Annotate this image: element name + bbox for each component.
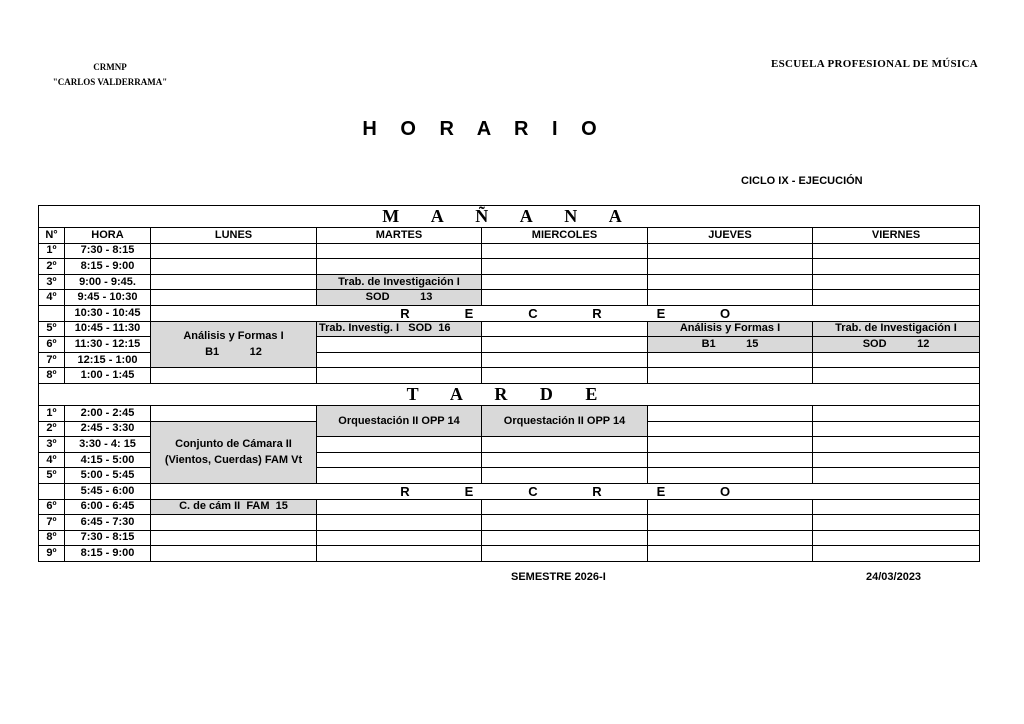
cycle-label: CICLO IX - EJECUCIÓN: [741, 175, 863, 187]
break-letter: R: [400, 483, 410, 499]
period-time: 12:15 - 1:00: [65, 352, 151, 368]
break-letter: E: [656, 483, 666, 499]
break-letter: R: [592, 305, 602, 321]
break-letter: C: [528, 483, 538, 499]
period-time: 10:45 - 11:30: [65, 321, 151, 337]
cell-empty: [482, 290, 648, 306]
cell-empty: [482, 546, 648, 562]
period-number: 2º: [39, 259, 65, 275]
class-cell-jueves-analisis-room: B1 15: [648, 337, 813, 353]
period-time: 9:45 - 10:30: [65, 290, 151, 306]
cell-empty: [151, 259, 317, 275]
cell-empty: [482, 274, 648, 290]
cell-empty: [813, 259, 980, 275]
cell-empty: [482, 368, 648, 384]
period-number: 7º: [39, 515, 65, 531]
period-number: [39, 305, 65, 321]
cell-empty: [317, 452, 482, 468]
break-letter: E: [464, 483, 474, 499]
morning-label: M A Ñ A N A: [39, 206, 980, 228]
period-number: [39, 483, 65, 499]
class-cell-lunes-analisis: [151, 321, 317, 368]
period-number: 1º: [39, 243, 65, 259]
cell-empty: [648, 530, 813, 546]
cell-empty: [317, 243, 482, 259]
cell-empty: [813, 499, 980, 515]
period-time: 8:15 - 9:00: [65, 259, 151, 275]
col-header-miercoles: MIERCOLES: [482, 228, 648, 244]
period-number: 6º: [39, 337, 65, 353]
cell-empty: [813, 437, 980, 453]
cell-empty: [482, 352, 648, 368]
cell-empty: [482, 468, 648, 484]
schedule-table: [38, 205, 980, 562]
cell-empty: [317, 259, 482, 275]
class-cell-viernes-tinv: Trab. de Investigación I: [813, 321, 980, 337]
class-room: B1 12: [205, 346, 262, 359]
cell-empty: [648, 437, 813, 453]
table-row: [39, 499, 980, 515]
table-row: [39, 274, 980, 290]
cell-empty: [813, 290, 980, 306]
break-letter: E: [656, 305, 666, 321]
period-time: 11:30 - 12:15: [65, 337, 151, 353]
period-time: 9:00 - 9:45.: [65, 274, 151, 290]
school-name: ESCUELA PROFESIONAL DE MÚSICA: [770, 58, 978, 70]
cell-empty: [482, 243, 648, 259]
cell-empty: [482, 337, 648, 353]
period-time: 10:30 - 10:45: [65, 305, 151, 321]
cell-empty: [317, 499, 482, 515]
class-cell-lunes-cdecam: C. de cám II FAM 15: [151, 499, 317, 515]
cell-empty: [813, 421, 980, 437]
class-cell-jueves-analisis: Análisis y Formas I: [648, 321, 813, 337]
cell-empty: [648, 259, 813, 275]
break-letter: R: [592, 483, 602, 499]
period-number: 2º: [39, 421, 65, 437]
class-name: Análisis y Formas I: [183, 330, 284, 343]
cell-empty: [648, 274, 813, 290]
period-number: 4º: [39, 452, 65, 468]
period-number: 8º: [39, 530, 65, 546]
period-time: 1:00 - 1:45: [65, 368, 151, 384]
semester-label: SEMESTRE 2026-I: [511, 571, 606, 583]
break-letter: C: [528, 305, 538, 321]
period-time: 6:45 - 7:30: [65, 515, 151, 531]
cell-empty: [813, 368, 980, 384]
cell-empty: [648, 515, 813, 531]
cell-empty: [813, 274, 980, 290]
cell-empty: [648, 546, 813, 562]
cell-empty: [317, 437, 482, 453]
cell-empty: [813, 243, 980, 259]
table-row: [39, 259, 980, 275]
class-cell-martes-tinv2: Trab. Investig. I SOD 16: [317, 321, 482, 337]
cell-empty: [648, 290, 813, 306]
cell-empty: [151, 274, 317, 290]
period-time: 4:15 - 5:00: [65, 452, 151, 468]
cell-empty: [151, 546, 317, 562]
table-row: [39, 368, 980, 384]
cell-empty: [482, 515, 648, 531]
cell-empty: [151, 368, 317, 384]
col-header-lunes: LUNES: [151, 228, 317, 244]
period-number: 1º: [39, 405, 65, 421]
cell-empty: [648, 499, 813, 515]
cell-empty: [482, 452, 648, 468]
afternoon-section-header: [39, 383, 980, 405]
cell-empty: [151, 515, 317, 531]
cell-empty: [813, 405, 980, 421]
table-row: [39, 530, 980, 546]
cell-empty: [151, 290, 317, 306]
cell-empty: [648, 421, 813, 437]
cell-empty: [813, 530, 980, 546]
class-cell-martes-tinv: Trab. de Investigación I: [317, 274, 482, 290]
cell-empty: [482, 437, 648, 453]
period-number: 5º: [39, 468, 65, 484]
col-header-hora: HORA: [65, 228, 151, 244]
cell-empty: [648, 352, 813, 368]
col-header-viernes: VIERNES: [813, 228, 980, 244]
col-header-n: N°: [39, 228, 65, 244]
cell-empty: [482, 499, 648, 515]
period-time: 7:30 - 8:15: [65, 530, 151, 546]
class-cell-martes-tinv-room: SOD 13: [317, 290, 482, 306]
cell-empty: [813, 546, 980, 562]
period-time: 2:00 - 2:45: [65, 405, 151, 421]
cell-empty: [813, 468, 980, 484]
cell-empty: [648, 243, 813, 259]
period-number: 7º: [39, 352, 65, 368]
cell-empty: [317, 546, 482, 562]
cell-empty: [482, 530, 648, 546]
period-time: 3:30 - 4: 15: [65, 437, 151, 453]
class-cell-viernes-tinv-room: SOD 12: [813, 337, 980, 353]
period-number: 9º: [39, 546, 65, 562]
morning-section-header: [39, 206, 980, 228]
period-time: 2:45 - 3:30: [65, 421, 151, 437]
period-time: 7:30 - 8:15: [65, 243, 151, 259]
period-number: 3º: [39, 437, 65, 453]
period-number: 8º: [39, 368, 65, 384]
cell-empty: [151, 243, 317, 259]
institution-abbr: CRMNP: [93, 62, 127, 72]
cell-empty: [813, 352, 980, 368]
table-row: [39, 321, 980, 337]
column-header-row: [39, 228, 980, 244]
period-time: 5:00 - 5:45: [65, 468, 151, 484]
institution-name: "CARLOS VALDERRAMA": [52, 77, 168, 87]
break-label: [151, 305, 980, 321]
table-row: [39, 405, 980, 421]
class-cell-miercoles-orquestacion: Orquestación II OPP 14: [482, 405, 648, 436]
institution-block: [40, 60, 180, 90]
cell-empty: [151, 405, 317, 421]
period-number: 6º: [39, 499, 65, 515]
period-time: 8:15 - 9:00: [65, 546, 151, 562]
cell-empty: [648, 452, 813, 468]
period-number: 3º: [39, 274, 65, 290]
break-letter: O: [719, 483, 731, 499]
break-label: [151, 483, 980, 499]
cell-empty: [648, 405, 813, 421]
break-letter: E: [464, 305, 474, 321]
break-letter: R: [400, 305, 410, 321]
cell-empty: [317, 530, 482, 546]
afternoon-break-row: [39, 483, 980, 499]
cell-empty: [648, 468, 813, 484]
cell-empty: [482, 321, 648, 337]
col-header-martes: MARTES: [317, 228, 482, 244]
cell-empty: [482, 259, 648, 275]
table-row: [39, 546, 980, 562]
break-letter: O: [719, 305, 731, 321]
period-number: 5º: [39, 321, 65, 337]
class-cell-lunes-camara: Conjunto de Cámara II (Vientos, Cuerdas) FAM Vt: [151, 421, 317, 483]
table-row: [39, 243, 980, 259]
date-label: 24/03/2023: [866, 571, 922, 583]
class-cell-martes-orquestacion: Orquestación II OPP 14: [317, 405, 482, 436]
period-time: 5:45 - 6:00: [65, 483, 151, 499]
cell-empty: [317, 352, 482, 368]
cell-empty: [648, 368, 813, 384]
table-row: [39, 290, 980, 306]
col-header-jueves: JUEVES: [648, 228, 813, 244]
cell-empty: [151, 530, 317, 546]
cell-empty: [317, 368, 482, 384]
cell-empty: [317, 337, 482, 353]
page-title: H O R A R I O: [362, 118, 606, 140]
cell-empty: [317, 515, 482, 531]
cell-empty: [813, 515, 980, 531]
cell-empty: [813, 452, 980, 468]
morning-break-row: [39, 305, 980, 321]
afternoon-label: T A R D E: [39, 383, 980, 405]
period-number: 4º: [39, 290, 65, 306]
cell-empty: [317, 468, 482, 484]
table-row: [39, 515, 980, 531]
period-time: 6:00 - 6:45: [65, 499, 151, 515]
